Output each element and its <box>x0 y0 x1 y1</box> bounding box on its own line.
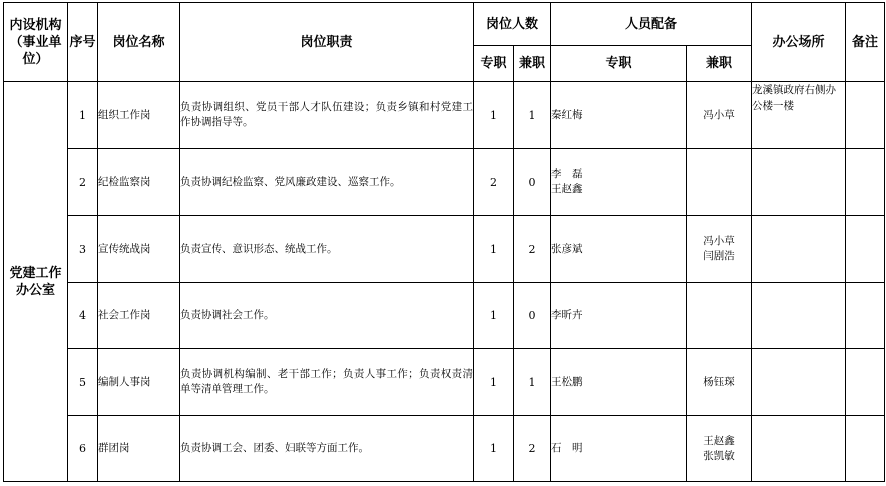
row-seq: 1 <box>68 82 98 149</box>
office-empty <box>752 283 846 349</box>
header-staffing: 人员配备 <box>551 3 752 46</box>
office-location: 龙溪镇政府右侧办公楼一楼 <box>752 82 846 149</box>
row-post-name: 纪检监察岗 <box>98 149 180 216</box>
row-full-count: 2 <box>474 149 514 216</box>
row-full-count: 1 <box>474 283 514 349</box>
row-post-name: 组织工作岗 <box>98 82 180 149</box>
row-part-count: 1 <box>514 349 551 416</box>
table-row <box>4 149 885 216</box>
row-full-count: 1 <box>474 216 514 283</box>
header-post-name: 岗位名称 <box>98 3 180 82</box>
row-full-staff-entry: 王松鹏 <box>551 375 583 388</box>
remark-cell <box>846 82 885 149</box>
row-part-staff-entry: 王赵鑫 <box>703 434 735 447</box>
header-count-full: 专职 <box>474 46 514 82</box>
remark-cell <box>846 216 885 283</box>
row-duty: 负责协调工会、团委、妇联等方面工作。 <box>180 416 474 482</box>
header-office: 办公场所 <box>752 3 846 82</box>
header-staff-part: 兼职 <box>687 46 752 82</box>
row-part-count: 2 <box>514 216 551 283</box>
row-seq: 5 <box>68 349 98 416</box>
row-full-count: 1 <box>474 82 514 149</box>
row-part-staff <box>687 149 752 216</box>
row-seq: 4 <box>68 283 98 349</box>
header-staff-full: 专职 <box>551 46 687 82</box>
row-part-staff <box>687 82 752 149</box>
row-full-staff <box>551 149 687 216</box>
department-name: 党建工作办公室 <box>4 82 68 482</box>
office-empty <box>752 149 846 216</box>
row-post-name: 社会工作岗 <box>98 283 180 349</box>
office-empty <box>752 216 846 283</box>
header-remark: 备注 <box>846 3 885 82</box>
row-seq: 2 <box>68 149 98 216</box>
row-duty: 负责协调组织、党员干部人才队伍建设；负责乡镇和村党建工作协调指导等。 <box>180 82 474 149</box>
row-seq: 3 <box>68 216 98 283</box>
row-duty: 负责协调纪检监察、党风廉政建设、巡察工作。 <box>180 149 474 216</box>
row-part-count: 1 <box>514 82 551 149</box>
staffing-table <box>3 2 885 482</box>
row-part-staff <box>687 416 752 482</box>
row-part-staff-entry: 冯小草 <box>703 235 735 247</box>
row-part-count: 0 <box>514 149 551 216</box>
table-row <box>4 216 885 283</box>
row-part-staff-entry: 闫剧浩 <box>703 250 735 262</box>
table-row <box>4 82 885 149</box>
row-part-count: 2 <box>514 416 551 482</box>
remark-cell <box>846 283 885 349</box>
row-full-staff <box>551 349 687 416</box>
row-full-staff <box>551 416 687 482</box>
row-full-staff-entry: 李 磊 <box>551 168 583 180</box>
table-row <box>4 416 885 482</box>
remark-cell <box>846 149 885 216</box>
row-full-count: 1 <box>474 349 514 416</box>
header-post-count: 岗位人数 <box>474 3 551 46</box>
row-full-staff-entry: 石 明 <box>551 442 583 454</box>
row-part-staff-entry: 张凯敏 <box>703 449 735 462</box>
row-duty: 负责宣传、意识形态、统战工作。 <box>180 216 474 283</box>
header-count-part: 兼职 <box>514 46 551 82</box>
header-duty: 岗位职责 <box>180 3 474 82</box>
row-full-staff <box>551 283 687 349</box>
row-full-staff <box>551 82 687 149</box>
row-full-staff-entry: 李昕卉 <box>551 309 583 321</box>
header-dept: 内设机构（事业单位） <box>4 3 68 82</box>
row-part-count: 0 <box>514 283 551 349</box>
header-seq: 序号 <box>68 3 98 82</box>
table-row <box>4 349 885 416</box>
row-part-staff-entry: 冯小草 <box>703 108 735 121</box>
row-full-staff-entry: 张彦斌 <box>551 242 583 255</box>
office-empty <box>752 416 846 482</box>
row-post-name: 宣传统战岗 <box>98 216 180 283</box>
remark-cell <box>846 416 885 482</box>
row-part-staff <box>687 349 752 416</box>
table-body <box>4 3 885 482</box>
row-duty: 负责协调社会工作。 <box>180 283 474 349</box>
office-empty <box>752 349 846 416</box>
row-full-staff-entry: 王赵鑫 <box>551 183 583 195</box>
row-part-staff-entry: 杨钰琛 <box>703 375 735 388</box>
row-part-staff <box>687 283 752 349</box>
table-row <box>4 283 885 349</box>
row-full-staff-entry: 秦红梅 <box>551 108 583 121</box>
row-part-staff <box>687 216 752 283</box>
row-post-name: 群团岗 <box>98 416 180 482</box>
row-post-name: 编制人事岗 <box>98 349 180 416</box>
row-seq: 6 <box>68 416 98 482</box>
row-duty: 负责协调机构编制、老干部工作；负责人事工作；负责权责清单等清单管理工作。 <box>180 349 474 416</box>
remark-cell <box>846 349 885 416</box>
row-full-count: 1 <box>474 416 514 482</box>
row-full-staff <box>551 216 687 283</box>
header-row-1 <box>4 3 885 46</box>
